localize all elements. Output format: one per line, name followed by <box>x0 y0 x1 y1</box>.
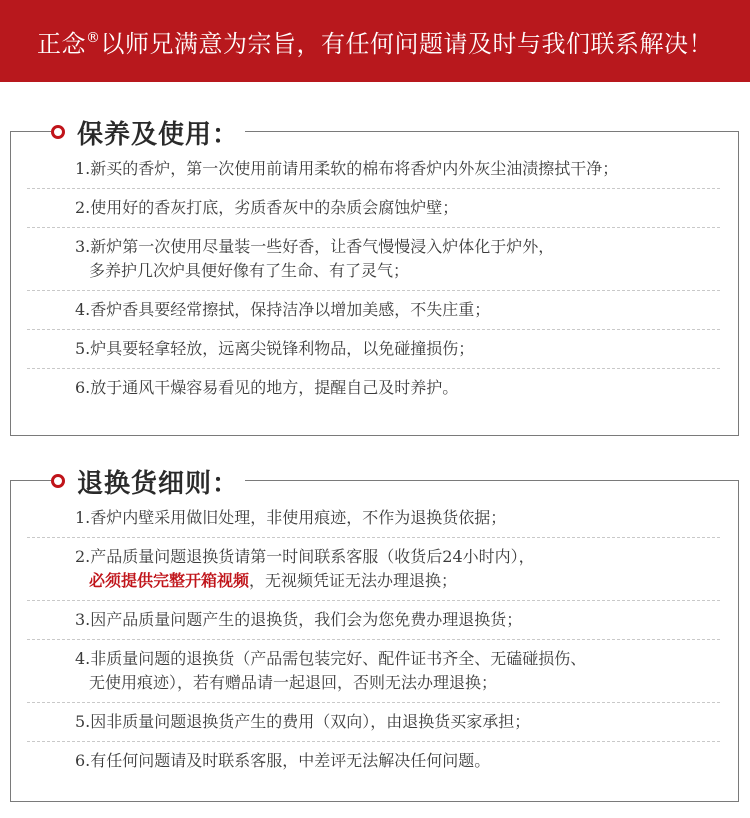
returns-item-2: 2.产品质量问题退换货请第一时间联系客服（收货后24小时内）， 必须提供完整开箱视频，无视频凭证无法办理退换； <box>27 538 720 601</box>
care-section-header <box>51 112 245 152</box>
care-item-3: 3.新炉第一次使用尽量装一些好香，让香气慢慢浸入炉体化于炉外， 多养护几次炉具便好像有了生命、有了灵气； <box>27 228 720 291</box>
care-item-4: 4.香炉香具要经常擦拭，保持洁净以增加美感，不失庄重； <box>27 291 720 330</box>
circle-bullet-icon <box>51 474 65 488</box>
care-section-title: 保养及使用： <box>77 119 240 150</box>
returns-item-4: 4.非质量问题的退换货（产品需包装完好、配件证书齐全、无磕碰损伤、 无使用痕迹），若有赠品请一起退回，否则无法办理退换； <box>27 640 720 703</box>
returns-section <box>10 468 739 802</box>
circle-bullet-icon <box>51 125 65 139</box>
returns-item-1: 1.香炉内壁采用做旧处理，非使用痕迹，不作为退换货依据； <box>27 499 720 538</box>
care-item-6: 6.放于通风干燥容易看见的地方，提醒自己及时养护。 <box>75 378 459 397</box>
video-required-warning: 必须提供完整开箱视频 <box>89 571 250 590</box>
returns-item-5: 5.因非质量问题退换货产生的费用（双向），由退换货买家承担； <box>27 703 720 742</box>
returns-item-6: 6.有任何问题请及时联系客服，中差评无法解决任何问题。 <box>75 751 491 770</box>
banner-slogan: 正念®以师兄满意为宗旨，有任何问题请及时与我们联系解决！ <box>37 29 713 58</box>
top-banner <box>0 0 750 82</box>
care-list <box>11 150 738 407</box>
returns-section-header <box>51 461 245 501</box>
care-item-5: 5.炉具要轻拿轻放，远离尖锐锋利物品，以免碰撞损伤； <box>27 330 720 369</box>
returns-item-3: 3.因产品质量问题产生的退换货，我们会为您免费办理退换货； <box>27 601 720 640</box>
care-item-2: 2.使用好的香灰打底，劣质香灰中的杂质会腐蚀炉壁； <box>27 189 720 228</box>
returns-section-title: 退换货细则： <box>77 468 240 499</box>
care-item-1: 1.新买的香炉，第一次使用前请用柔软的棉布将香炉内外灰尘油渍擦拭干净； <box>27 150 720 189</box>
returns-list <box>11 499 738 780</box>
care-section <box>10 119 739 436</box>
